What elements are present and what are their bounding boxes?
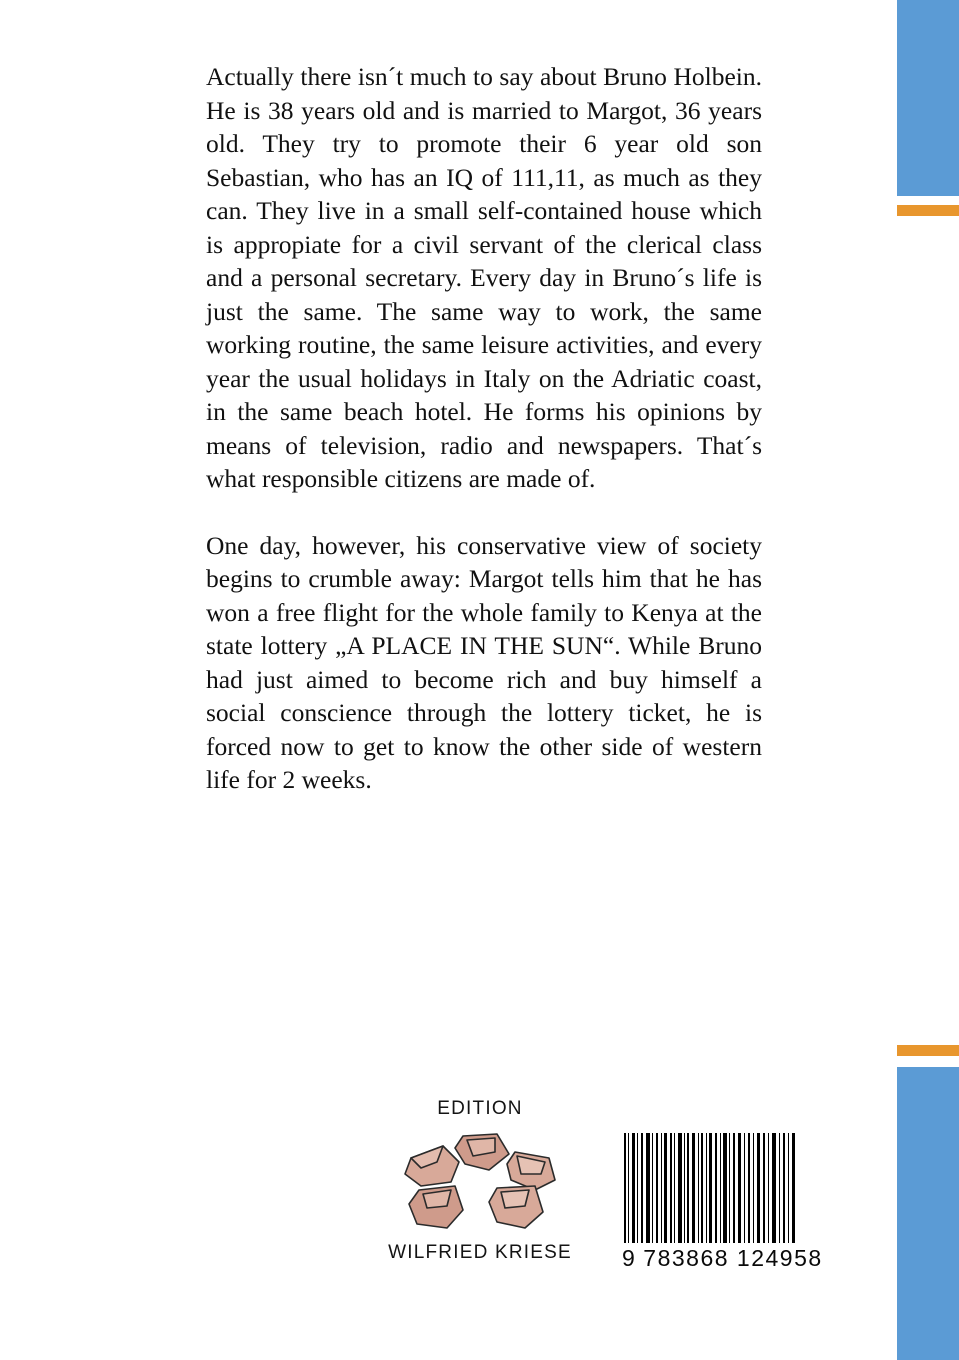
stone-blocks-logo bbox=[385, 1128, 575, 1236]
imprint-publisher-name: WILFRIED KRIESE bbox=[388, 1242, 572, 1263]
isbn-barcode-block bbox=[622, 1133, 823, 1272]
blurb-text-block bbox=[206, 60, 762, 797]
blurb-paragraph-2: One day, however, his conservative view of society begins to crumble away: Margot tells him that he has won a free flight for the whole family to Kenya at the state lottery „A PLACE IN THE SUN“. While Bruno had just aimed to become rich and buy himself a social conscience through the lottery ticket, he is forced now to get to know the other side of western life for 2 weeks. bbox=[206, 530, 762, 794]
decorative-orange-bar-top bbox=[897, 205, 959, 216]
decorative-blue-bar-top bbox=[897, 0, 959, 196]
barcode-image bbox=[622, 1133, 798, 1243]
isbn-number bbox=[622, 1245, 823, 1272]
imprint-edition-label: EDITION bbox=[437, 1098, 523, 1119]
blurb-paragraph-1: Actually there isn´t much to say about Bruno Holbein. He is 38 years old and is married to Margot, 36 years old. They try to promote their 6 year old son Sebastian, who has an IQ of 111,11, as much as they can. They live in a small self-contained house which is appropiate for a civil servant of the clerical class and a personal secretary. Every day in Bruno´s life is just the same. The same way to work, the same working routine, the same leisure activities, and every year the usual holidays in Italy on the Adriatic coast, in the same beach hotel. He forms his opinions by means of television, radio and newspapers. That´s what responsible citizens are made of. bbox=[206, 62, 762, 493]
isbn-lead-digit: 9 bbox=[622, 1245, 637, 1271]
publisher-imprint bbox=[330, 1098, 630, 1264]
isbn-rest-digits: 783868 124958 bbox=[643, 1245, 823, 1271]
decorative-blue-bar-bottom bbox=[897, 1067, 959, 1360]
decorative-orange-bar-bottom bbox=[897, 1045, 959, 1056]
